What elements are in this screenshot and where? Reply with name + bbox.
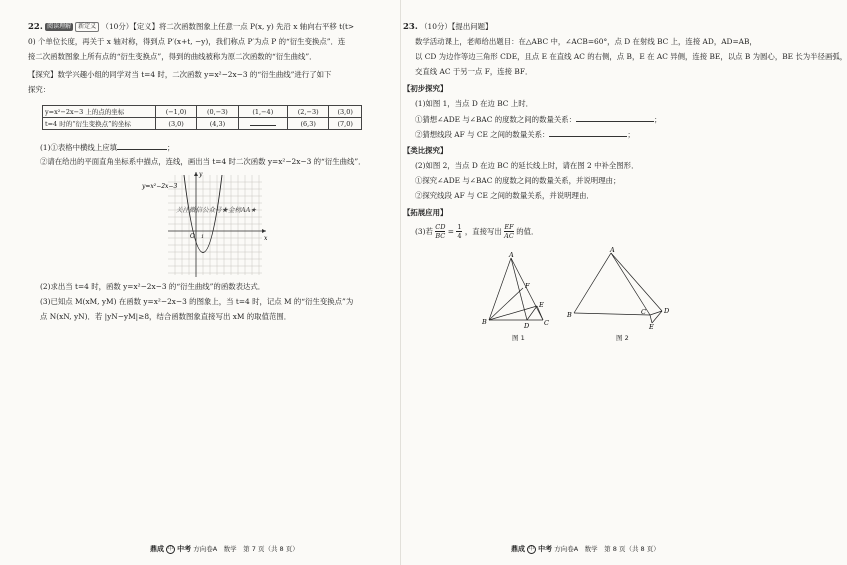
table-cell: (3,0) (329, 106, 362, 118)
table-cell: (3,0) (156, 118, 197, 130)
q23-b1: (2)如图 2，当点 D 在边 BC 的延长线上时，请在图 2 中补全图形． (415, 161, 639, 170)
table-cell: (1,−4) (238, 106, 288, 118)
footer-logo-icon: 中 (529, 545, 535, 552)
q23-title: （10分）【提出问题】 (420, 22, 493, 31)
q23-c1-mid: ，直接写出 (464, 227, 502, 236)
q23-a2 (415, 114, 661, 125)
footer-page-info: 方向卷A 数学 第 7 页（共 8 页） (193, 545, 299, 553)
q22-part4: (3)已知点 M(xM, yM) 在函数 y=x²−2x−3 的图象上，当 t=4 时，记点 M 的“衍生变换点”为 (40, 297, 354, 306)
table-row2-head: t=4 时的“衍生变换点”的坐标 (43, 118, 156, 130)
equals-sign: = (447, 227, 454, 236)
q23-heading-extension: 【拓展应用】 (403, 208, 448, 217)
table-row (43, 106, 362, 118)
x-axis-arrow (262, 229, 266, 233)
q23-a2-text: ①猜想∠ADE 与∠BAC 的度数之间的数量关系： (415, 115, 577, 124)
q23-line2 (415, 52, 847, 62)
q22-tag-new-definition: 新定义 (75, 22, 99, 32)
answer-blank[interactable] (576, 114, 654, 122)
q22-part1-end: ； (167, 143, 175, 152)
fig1-label-f: F (525, 282, 530, 290)
y-axis-label: y (199, 171, 203, 178)
q23-line-title (403, 22, 492, 32)
q23-c1-text: (3)若 (415, 227, 433, 236)
q23-b2: ①探究∠ADE 与∠BAC 的度数之间的数量关系，并说明理由； (415, 176, 621, 185)
fraction-numerator: CD (435, 223, 446, 231)
fig1-label-e: E (539, 301, 544, 309)
derivation-table (42, 105, 362, 130)
q23-c1-end: 的值． (516, 227, 539, 236)
q22-line1 (28, 22, 354, 32)
fig2-label-e: E (649, 323, 654, 331)
figure-1 (481, 250, 561, 330)
q23-a3 (415, 129, 635, 140)
fraction-denominator: 4 (457, 232, 462, 240)
watermark: 关注微信公众号★金榜AA★ (176, 206, 257, 214)
footer-brand: 鼎成 (150, 545, 164, 553)
q23-a2-end: ； (654, 115, 662, 124)
footer-brand2: 中考 (538, 545, 553, 553)
q22-part1-text: (1)①表格中横线上应填 (40, 143, 117, 152)
right-footer (511, 544, 660, 554)
fraction-cd-bc (435, 223, 445, 240)
footer-logo-icon: 中 (168, 545, 174, 552)
table-cell: (2,−3) (288, 106, 329, 118)
q23-b3: ②探究线段 AF 与 CE 之间的数量关系，并说明理由． (415, 191, 594, 200)
fig1-caption: 图 1 (512, 334, 525, 342)
table-cell: (4,3) (197, 118, 238, 130)
q22-explore-line1: 【探究】数学兴趣小组的同学对当 t=4 时，二次函数 y=x²−2x−3 的“衍生曲线”进行了如下 (28, 70, 332, 79)
footer-brand2: 中考 (177, 545, 192, 553)
q23-a3-end: ； (627, 130, 635, 139)
q23-line4: 交直线 AC 于另一点 F，连接 BF． (415, 67, 533, 76)
q23-line2-b: 以点 B 为圆心，BE 长为半径画弧， (727, 52, 847, 61)
x-axis-label: x (264, 235, 268, 242)
left-footer (150, 544, 299, 554)
fig2-label-d: D (664, 307, 670, 315)
y-axis-arrow (194, 172, 198, 176)
fraction-numerator: 1 (457, 223, 462, 231)
footer-page-info: 方向卷A 数学 第 8 页（共 8 页） (554, 545, 660, 553)
q23-c1 (415, 223, 538, 240)
q23-line1: 数学活动课上，老师给出题目：在△ABC 中，∠ACB=60°，点 D 在射线 BC 上，连接 AD，AD=AB， (415, 37, 757, 46)
answer-blank[interactable] (117, 142, 167, 150)
q22-part5: 点 N(xN, yN)．若 |yN−yM|≥8，结合函数图象直接写出 xM 的取值范围． (40, 312, 292, 321)
table-cell: (0,−3) (197, 106, 238, 118)
q22-definition-line3: 接二次函数图象上所有点的“衍生变换点”，得到的曲线被称为原二次函数的“衍生曲线”． (28, 52, 317, 61)
footer-brand: 鼎成 (511, 545, 525, 553)
fig2-label-c: C (641, 308, 646, 316)
fig2-label-a: A (610, 246, 615, 254)
q22-part1 (40, 142, 174, 153)
coordinate-grid (140, 170, 275, 280)
figure-2 (566, 245, 676, 330)
q22-part3: (2)求出当 t=4 时，函数 y=x²−2x−3 的“衍生曲线”的函数表达式． (40, 282, 266, 291)
tick-label: 1 (201, 234, 205, 240)
table-cell: (7,0) (329, 118, 362, 130)
q22-definition-line2: 0) 个单位长度，再关于 x 轴对称，得到点 P′(x+t, −y)，我们称点 P′为点 P 的“衍生变换点”．连 (28, 37, 346, 46)
fig1-label-c: C (544, 319, 549, 327)
curve-label: y=x²−2x−3 (142, 183, 178, 190)
table-cell-blank (238, 118, 288, 130)
q22-explore-line2: 探究： (28, 85, 51, 94)
table-row (43, 118, 362, 130)
fraction-one-quarter (456, 223, 462, 240)
origin-label: O (190, 233, 195, 240)
q23-number: 23. (403, 22, 418, 32)
fig2-caption: 图 2 (616, 334, 629, 342)
left-page (0, 0, 400, 565)
q22-definition-line1: （10分）【定义】将二次函数图象上任意一点 P(x, y) 先沿 x 轴向右平移 t(t> (101, 22, 355, 31)
q22-part2: ②请在给出的平面直角坐标系中描点，连线，画出当 t=4 时二次函数 y=x²−2x−3 的“衍生曲线”． (40, 157, 366, 166)
fraction-denominator: BC (435, 232, 446, 240)
answer-blank[interactable] (549, 129, 627, 137)
grid-lines (168, 175, 262, 275)
fig1-label-d: D (524, 322, 530, 330)
q23-heading-analogy: 【类比探究】 (403, 146, 448, 155)
table-cell: (6,3) (288, 118, 329, 130)
q22-tag-reading: 阅读理解 (47, 23, 72, 30)
table-cell: (−1,0) (156, 106, 197, 118)
table-row1-head: y=x²−2x−3 上的点的坐标 (43, 106, 156, 118)
fig1-label-b: B (482, 318, 487, 326)
fraction-numerator: EF (504, 223, 514, 231)
answer-blank[interactable] (250, 119, 276, 126)
q23-line2-a: 以 CD 为边作等边三角形 CDE，且点 E 在直线 AC 的右侧，点 B，E 在 AC 异侧，连接 BE， (415, 52, 728, 61)
right-page (400, 0, 847, 565)
fraction-ef-ac (504, 223, 514, 240)
q22-number: 22. (28, 22, 43, 32)
fig1-label-a: A (509, 251, 514, 259)
q23-heading-initial: 【初步探究】 (403, 84, 448, 93)
fig2-label-b: B (567, 311, 572, 319)
fraction-denominator: AC (504, 232, 514, 240)
q23-a1: (1)如图 1，当点 D 在边 BC 上时． (415, 99, 533, 108)
q23-a3-text: ②猜想线段 AF 与 CE 之间的数量关系： (415, 130, 550, 139)
